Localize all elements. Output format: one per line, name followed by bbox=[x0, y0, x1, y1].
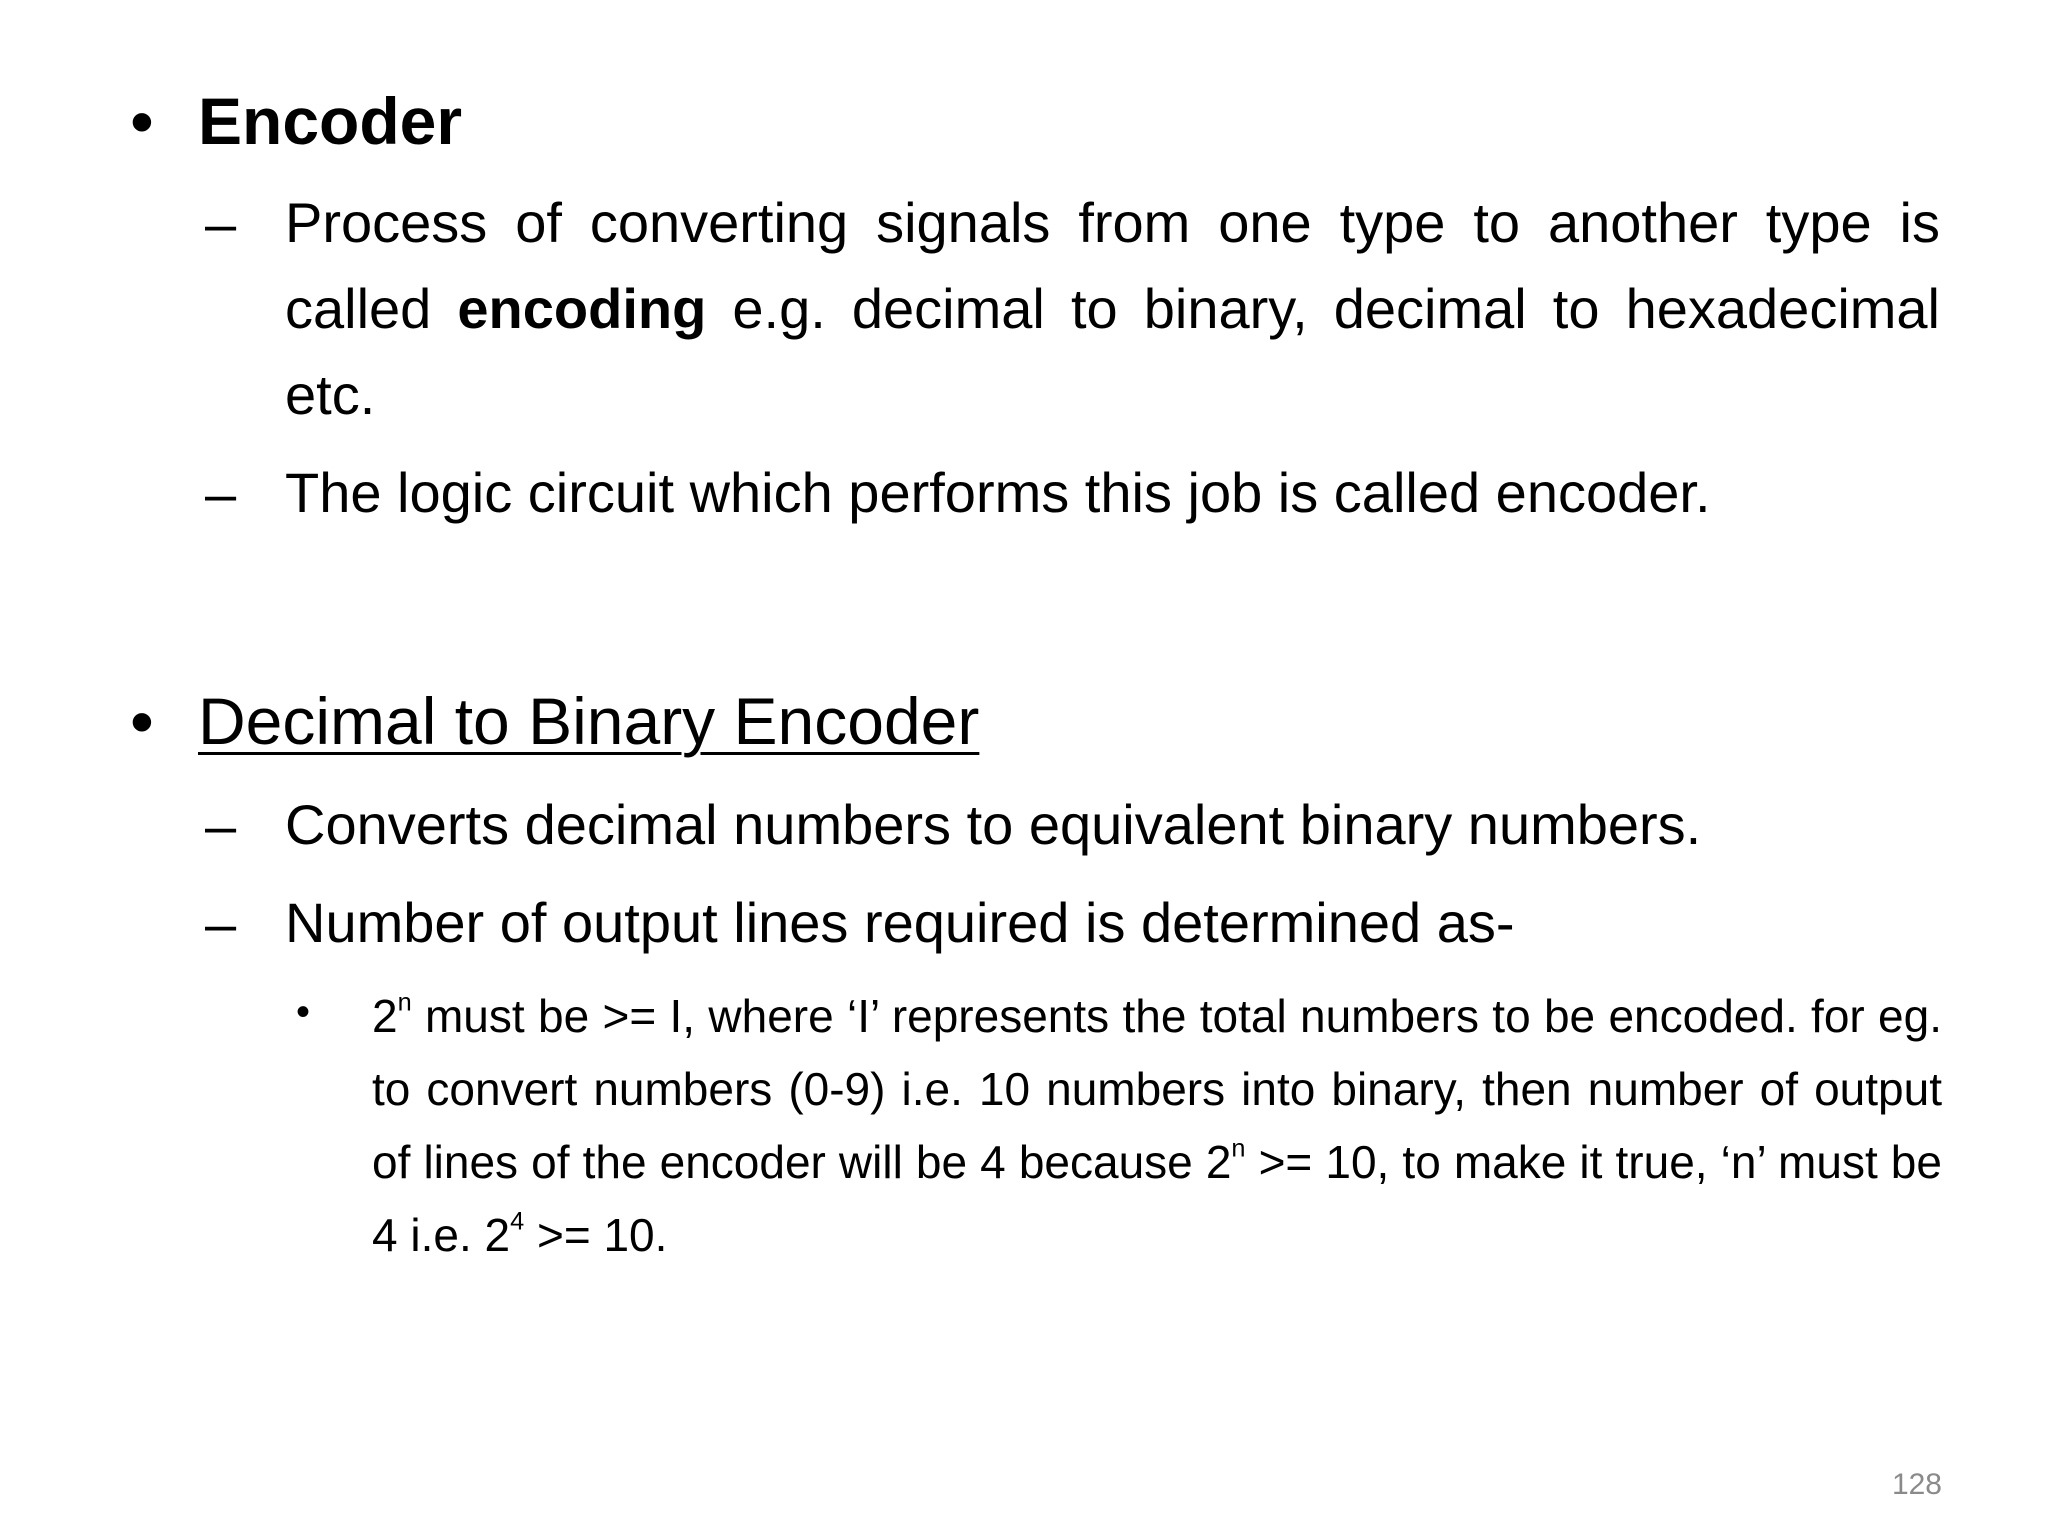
bullet-dot-small: • bbox=[296, 990, 311, 1034]
rule-text-3: >= 10, to make it true, ‘n’ must be 4 i.e. 2 bbox=[372, 1136, 1942, 1261]
definition-text-start: Process of converting signals from one type to another type is called bbox=[285, 191, 1940, 340]
rule-text-1: 2 bbox=[372, 990, 398, 1042]
heading-decimal-to-binary-encoder: Decimal to Binary Encoder bbox=[198, 684, 980, 758]
dash-marker: – bbox=[205, 462, 237, 525]
encoder-circuit-description: The logic circuit which performs this job is called encoder. bbox=[285, 461, 1711, 524]
dash-marker: – bbox=[205, 794, 237, 857]
encoder-definition bbox=[285, 180, 1940, 438]
rule-superscript-2: n bbox=[1231, 1134, 1246, 1163]
rule-text-2: must be >= I, where ‘I’ represents the total numbers to be encoded. for eg. to convert numbers (0-9) i.e. 10 numbers into binary, then number of output of lines of the encoder will be 4 because 2 bbox=[372, 990, 1942, 1188]
rule-superscript-3: 4 bbox=[510, 1207, 525, 1236]
definition-text-end: e.g. decimal to binary, decimal to hexadecimal etc. bbox=[285, 277, 1940, 426]
bullet-dot: • bbox=[130, 684, 154, 760]
rule-text-4: >= 10. bbox=[524, 1209, 668, 1261]
output-lines-description: Number of output lines required is determined as- bbox=[285, 891, 1515, 954]
definition-bold-term: encoding bbox=[457, 277, 707, 340]
page-number: 128 bbox=[1891, 1468, 1942, 1501]
rule-superscript-1: n bbox=[397, 988, 412, 1017]
converter-description: Converts decimal numbers to equivalent binary numbers. bbox=[285, 793, 1702, 856]
heading-encoder: Encoder bbox=[198, 84, 463, 158]
dash-marker: – bbox=[205, 892, 237, 955]
dash-marker: – bbox=[205, 192, 237, 255]
output-lines-rule bbox=[372, 980, 1942, 1272]
bullet-dot: • bbox=[130, 84, 154, 160]
